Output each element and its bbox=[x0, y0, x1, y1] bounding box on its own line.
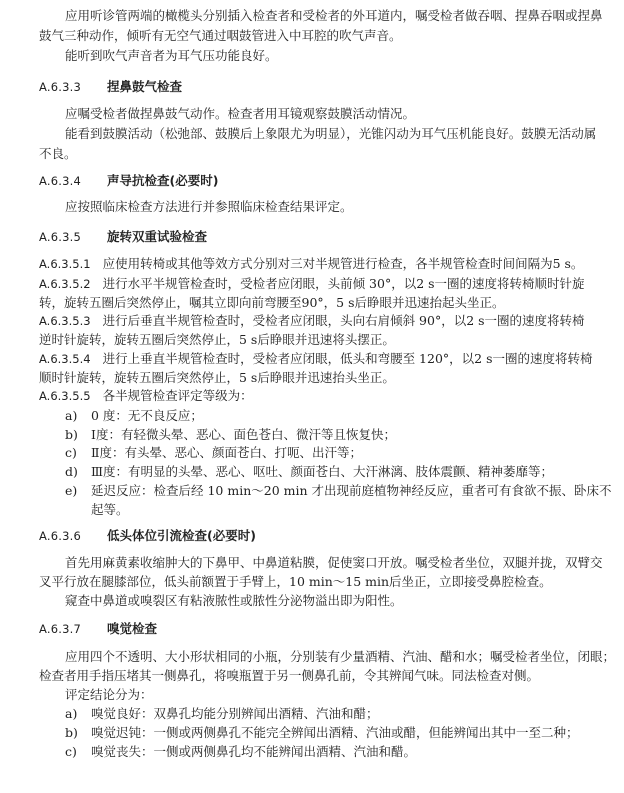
paragraph: 窥查中鼻道或嗅裂区有粘液脓性或脓性分泌物溢出即为阳性。 bbox=[65, 593, 403, 608]
list-item bbox=[0, 427, 624, 443]
section-number: A.6.3.4 bbox=[39, 174, 81, 188]
section-title: 声导抗检查(必要时) bbox=[106, 173, 219, 188]
list-item bbox=[0, 464, 624, 480]
clause-continuation: 逆时针旋转，旋转五圈后突然停止，5 s后睁眼并迅速将头摆正。 bbox=[39, 332, 395, 347]
section-title: 低头体位引流检查(必要时) bbox=[106, 528, 256, 543]
clause-text: 应使用转椅或其他等效方式分别对三对半规管进行检查，各半规管检查时间间隔为5 s。 bbox=[102, 256, 584, 271]
list-item bbox=[0, 744, 624, 760]
clause-a6-3-5-4 bbox=[0, 351, 624, 367]
list-marker: b) bbox=[65, 725, 78, 740]
section-heading-a6-3-3 bbox=[0, 79, 624, 95]
list-item bbox=[0, 706, 624, 722]
paragraph-line: 不良。 bbox=[39, 146, 77, 161]
list-item-continuation: 起等。 bbox=[91, 502, 129, 517]
list-item bbox=[0, 445, 624, 461]
section-number: A.6.3.3 bbox=[39, 80, 81, 94]
clause-number: A.6.3.5.5 bbox=[39, 389, 91, 403]
clause-continuation: 转，旋转五圈后突然停止，嘱其立即向前弯腰至90°，5 s后睁眼并迅速抬起头坐正。 bbox=[39, 295, 505, 310]
clause-a6-3-5-5 bbox=[0, 388, 624, 404]
section-number: A.6.3.5 bbox=[39, 230, 81, 244]
paragraph-line: 叉平行放在腿膝部位，低头前额置于手臂上，10 min～15 min后坐正，立即接受鼻腔检查。 bbox=[39, 574, 552, 589]
clause-number: A.6.3.5.1 bbox=[39, 257, 91, 271]
list-item bbox=[0, 408, 624, 424]
paragraph: 能听到吹气声音者为耳气压功能良好。 bbox=[65, 48, 278, 63]
paragraph: 应嘱受检者做捏鼻鼓气动作。检查者用耳镜观察鼓膜活动情况。 bbox=[65, 106, 416, 121]
list-item bbox=[0, 483, 624, 499]
clause-text: 进行水平半规管检查时，受检者应闭眼，头前倾 30°，以2 s一圈的速度将转椅顺时针旋 bbox=[102, 276, 585, 291]
clause-number: A.6.3.5.3 bbox=[39, 314, 91, 328]
section-title: 捏鼻鼓气检查 bbox=[106, 79, 182, 94]
paragraph: 评定结论分为： bbox=[65, 687, 153, 702]
clause-a6-3-5-1 bbox=[0, 256, 624, 272]
paragraph-line: 鼓气三种动作，倾听有无空气通过咽鼓管进入中耳腔的吹气声音。 bbox=[39, 28, 402, 43]
clause-a6-3-5-3 bbox=[0, 313, 624, 329]
list-marker: c) bbox=[65, 744, 77, 759]
list-text: 0 度：无不良反应； bbox=[91, 408, 203, 423]
list-text: Ⅲ度：有明显的头晕、恶心、呕吐、颜面苍白、大汗淋漓、肢体震颤、精神萎靡等； bbox=[91, 464, 554, 479]
section-heading-a6-3-4 bbox=[0, 173, 624, 189]
section-heading-a6-3-5 bbox=[0, 229, 624, 245]
paragraph-line: 首先用麻黄素收缩肿大的下鼻甲、中鼻道粘膜，促使窦口开放。嘱受检者坐位，双腿并拢，双臂交 bbox=[65, 555, 603, 570]
list-text: Ⅱ度：有头晕、恶心、颜面苍白、打呃、出汗等； bbox=[91, 445, 362, 460]
list-text: Ⅰ度：有轻微头晕、恶心、面色苍白、微汗等且恢复快； bbox=[91, 427, 396, 442]
list-marker: b) bbox=[65, 427, 78, 442]
paragraph-line: 能看到鼓膜活动（松弛部、鼓膜后上象限尤为明显），光锥闪动为耳气压机能良好。鼓膜无活动属 bbox=[65, 126, 597, 141]
list-marker: a) bbox=[65, 408, 78, 423]
clause-number: A.6.3.5.2 bbox=[39, 277, 91, 291]
section-title: 旋转双重试验检查 bbox=[106, 229, 207, 244]
clause-number: A.6.3.5.4 bbox=[39, 352, 91, 366]
section-number: A.6.3.7 bbox=[39, 622, 81, 636]
paragraph: 应按照临床检查方法进行并参照临床检查结果评定。 bbox=[65, 199, 353, 214]
clause-a6-3-5-2 bbox=[0, 276, 624, 292]
list-text: 嗅觉丧失：一侧或两侧鼻孔均不能辨闻出酒精、汽油和醋。 bbox=[91, 744, 417, 759]
clause-text: 进行上垂直半规管检查时，受检者应闭眼，低头和弯腰至 120°，以2 s一圈的速度将转椅 bbox=[102, 351, 593, 366]
list-text: 延迟反应：检查后经 10 min～20 min 才出现前庭植物神经反应，重者可有食欲不振、卧床不 bbox=[91, 483, 612, 498]
paragraph-line: 检查者用手指压堵其一侧鼻孔，将嗅瓶置于另一侧鼻孔前，令其辨闻气味。同法检查对侧。 bbox=[39, 668, 540, 683]
paragraph-line: 应用四个不透明、大小形状相同的小瓶，分别装有少量酒精、汽油、醋和水；嘱受检者坐位，闭眼； bbox=[65, 649, 616, 664]
clause-text: 各半规管检查评定等级为： bbox=[102, 388, 253, 403]
list-marker: c) bbox=[65, 445, 77, 460]
paragraph-line: 应用听诊管两端的橄榄头分别插入检查者和受检者的外耳道内，嘱受检者做吞咽、捏鼻吞咽或捏鼻 bbox=[65, 8, 603, 23]
section-number: A.6.3.6 bbox=[39, 529, 81, 543]
list-text: 嗅觉良好：双鼻孔均能分别辨闻出酒精、汽油和醋； bbox=[91, 706, 379, 721]
list-marker: a) bbox=[65, 706, 78, 721]
clause-continuation: 顺时针旋转，旋转五圈后突然停止，5 s后睁眼并迅速抬头坐正。 bbox=[39, 370, 395, 385]
clause-text: 进行后垂直半规管检查时，受检者应闭眼，头向右肩倾斜 90°，以2 s一圈的速度将转椅 bbox=[102, 313, 585, 328]
section-heading-a6-3-7 bbox=[0, 621, 624, 637]
list-marker: e) bbox=[65, 483, 78, 498]
list-text: 嗅觉迟钝：一侧或两侧鼻孔不能完全辨闻出酒精、汽油或醋，但能辨闻出其中一至二种； bbox=[91, 725, 579, 740]
section-heading-a6-3-6 bbox=[0, 528, 624, 544]
list-marker: d) bbox=[65, 464, 78, 479]
section-title: 嗅觉检查 bbox=[106, 621, 157, 636]
list-item bbox=[0, 725, 624, 741]
